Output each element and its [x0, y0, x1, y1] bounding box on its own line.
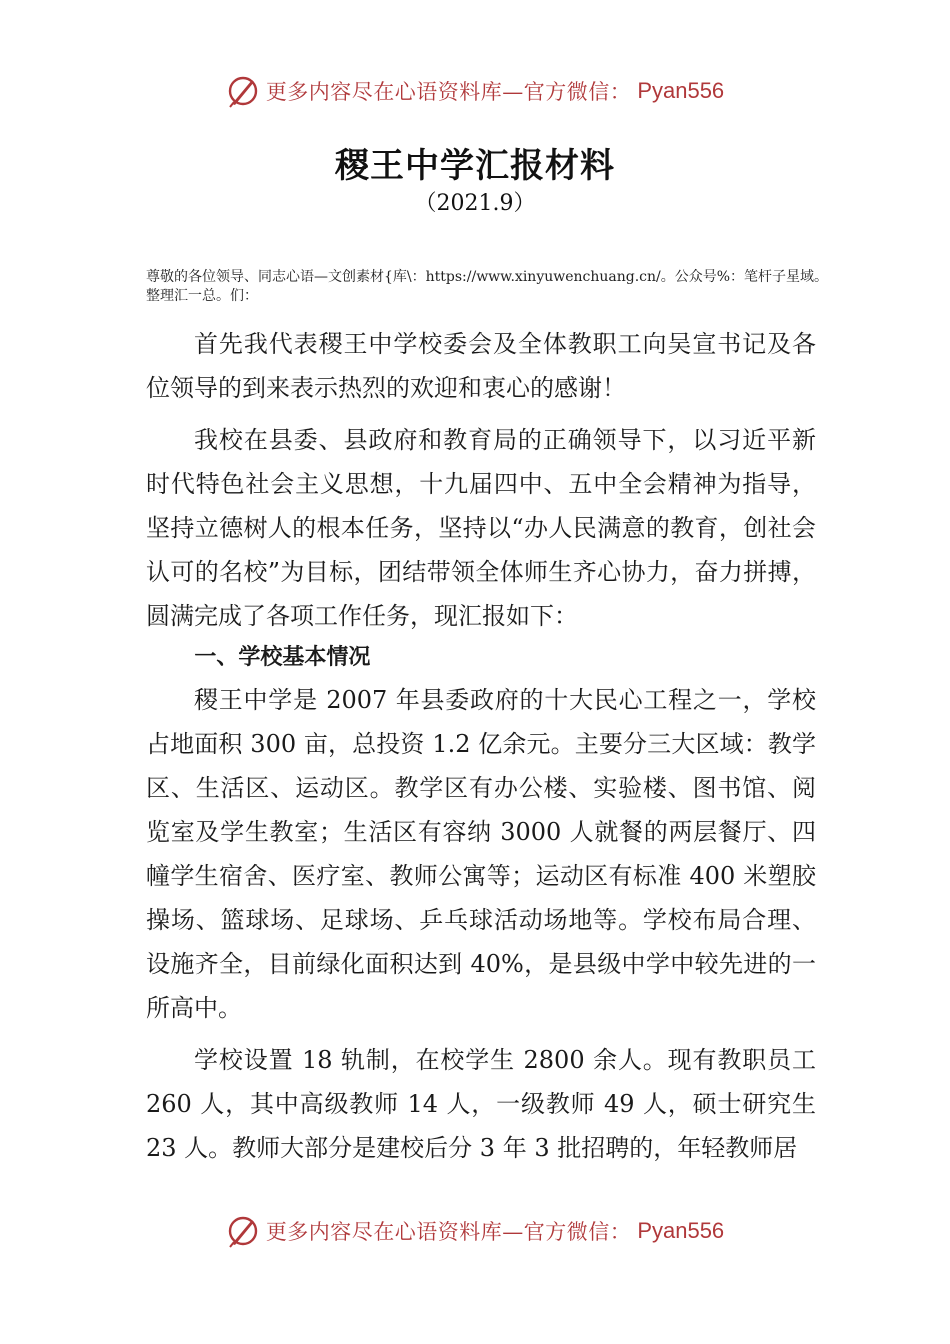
paragraph-intro: 我校在县委、县政府和教育局的正确领导下，以习近平新时代特色社会主义思想，十九届四中、五中全会精神为指导，坚持立德树人的根本任务，坚持以“办人民满意的教育，创社会认可的名校”为目标，团结带领全体师生齐心协力，奋力拼搏，圆满完成了各项工作任务，现汇报如下：	[146, 426, 816, 630]
footer-banner	[0, 1214, 950, 1248]
source-note: 尊敬的各位领导、同志心语—文创素材{库\：https://www.xinyuwenchuang.cn/。公众号%：笔杆子星域。整理汇一总。们：	[146, 269, 829, 304]
quill-logo-icon	[226, 74, 260, 108]
header-banner-wechat-id: Pyan556	[637, 78, 725, 103]
quill-logo-icon	[226, 1214, 260, 1248]
header-banner-text: 更多内容尽在心语资料库—官方微信：	[265, 80, 632, 104]
footer-banner-text: 更多内容尽在心语资料库—官方微信：	[265, 1220, 632, 1244]
footer-banner-wechat-id: Pyan556	[637, 1218, 725, 1243]
paragraph-greeting: 首先我代表稷王中学校委会及全体教职工向吴宣书记及各位领导的到来表示热烈的欢迎和衷心的感谢！	[146, 330, 816, 402]
paragraph-campus: 稷王中学是 2007 年县委政府的十大民心工程之一，学校占地面积 300 亩，总投资 1.2 亿余元。主要分三大区域：教学区、生活区、运动区。教学区有办公楼、实验楼、图书馆、阅览室及学生教室；生活区有容纳 3000 人就餐的两层餐厅、四幢学生宿舍、医疗室、教师公寓等；运动区有标准 400 米塑胶操场、篮球场、足球场、乒乓球活动场地等。学校布局合理、设施齐全，目前绿化面积达到 40%，是县级中学中较先进的一所高中。	[146, 686, 816, 1022]
page-title: 稷王中学汇报材料	[335, 146, 615, 186]
header-banner	[0, 74, 950, 108]
document-body	[146, 322, 816, 1170]
document-date: （2021.9）	[414, 191, 536, 216]
section-heading: 一、学校基本情况	[194, 645, 371, 670]
paragraph-staff: 学校设置 18 轨制，在校学生 2800 余人。现有教职员工 260 人，其中高级教师 14 人，一级教师 49 人，硕士研究生 23 人。教师大部分是建校后分 3 年 3 批招聘的，年轻教师居	[146, 1046, 816, 1162]
